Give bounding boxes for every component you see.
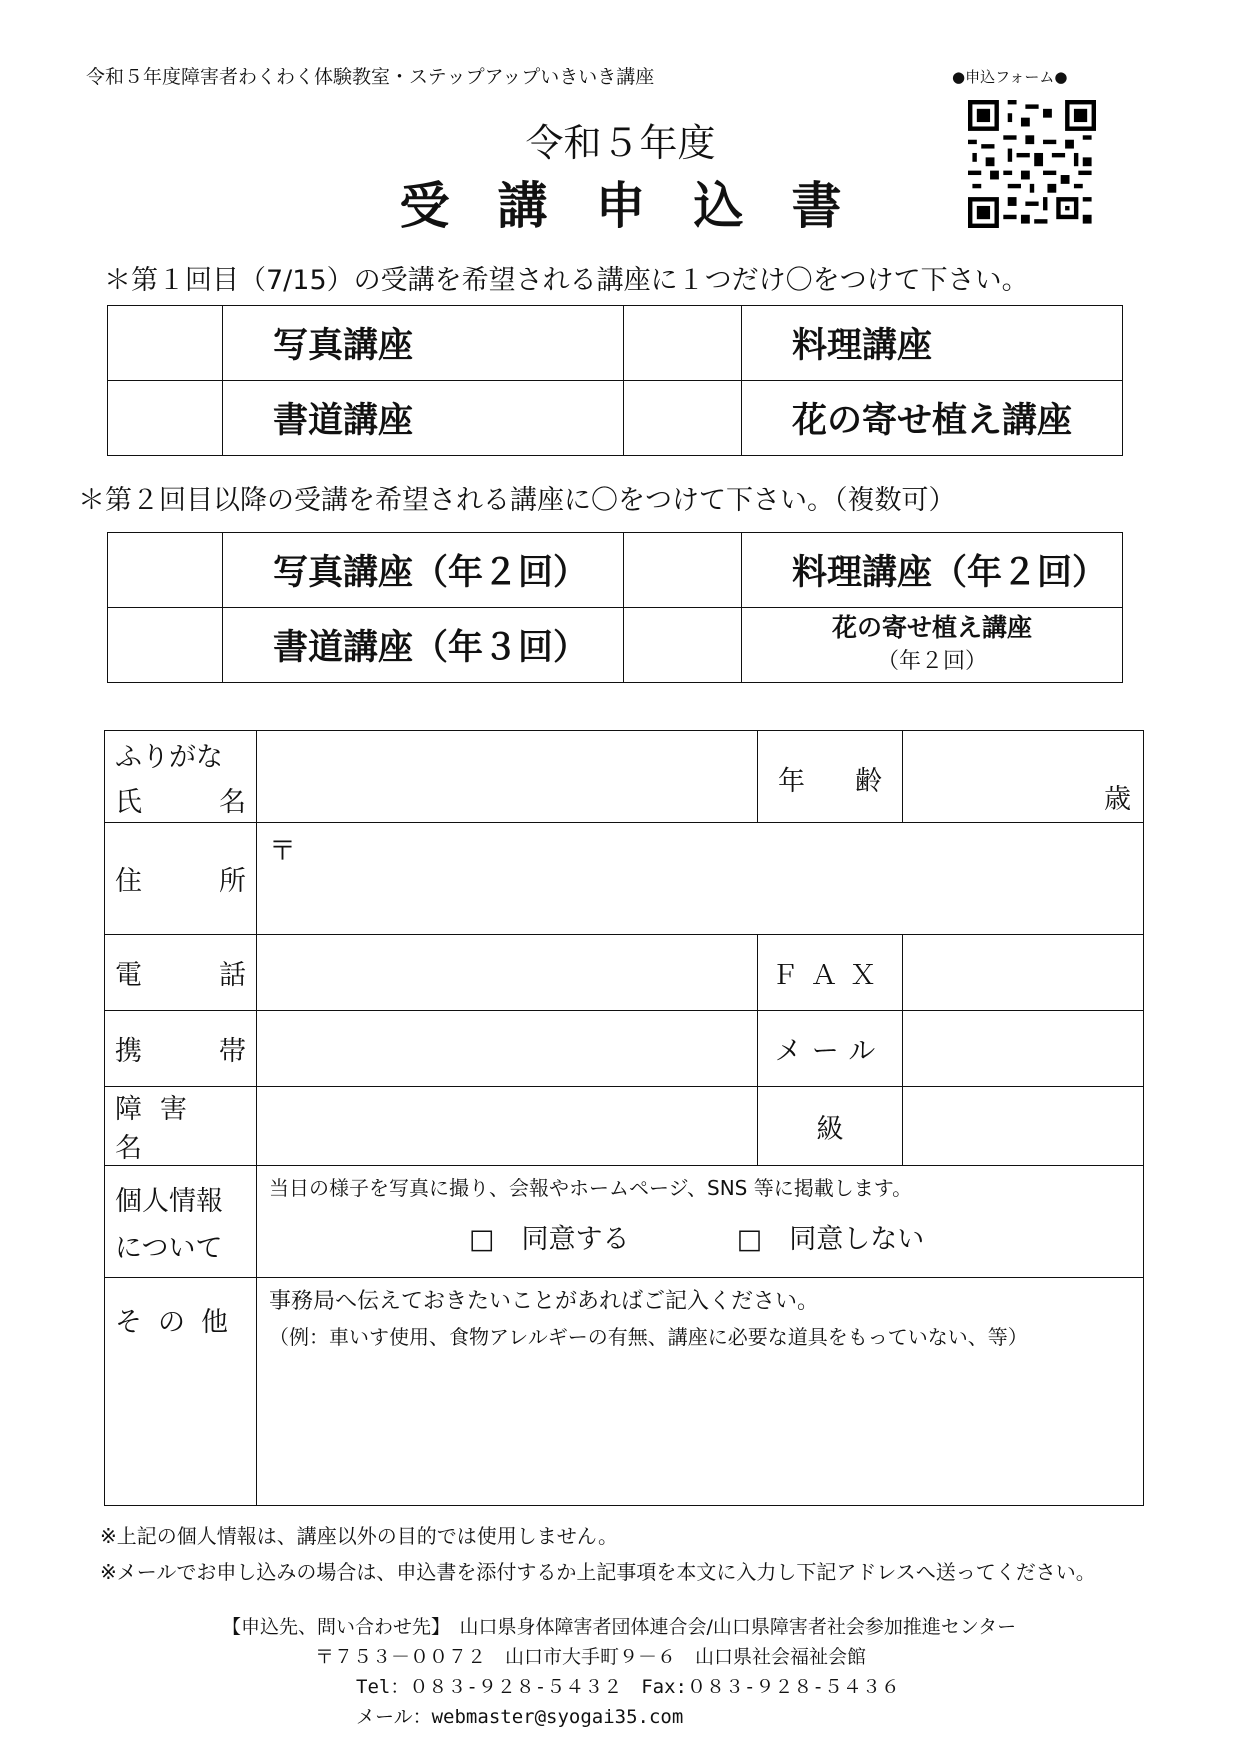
other-example: （例：車いす使用、食物アレルギーの有無、講座に必要な道具をもっていない、等） — [269, 1325, 1028, 1349]
age-label: 年 齢 — [758, 731, 903, 823]
contact-line: 【申込先、問い合わせ先】 山口県身体障害者団体連合会/山口県障害者社会参加推進センター — [222, 1616, 1017, 1638]
name-label-cell — [105, 731, 257, 823]
mail-field[interactable] — [903, 1011, 1144, 1087]
other-field[interactable] — [257, 1278, 1144, 1506]
name-label: 氏 名 — [115, 786, 246, 818]
course-check-cell[interactable] — [624, 381, 742, 456]
privacy-label-line2: について — [115, 1232, 223, 1264]
phone-label: 電 話 — [105, 935, 257, 1011]
phone-field[interactable] — [257, 935, 758, 1011]
privacy-cell — [257, 1166, 1144, 1278]
course-label: 花の寄せ植え講座 — [742, 381, 1123, 456]
fax-field[interactable] — [903, 935, 1144, 1011]
address-field[interactable] — [257, 823, 1144, 935]
disability-field[interactable] — [257, 1087, 758, 1166]
applicant-form — [104, 730, 1144, 1506]
age-unit: 歳 — [1104, 784, 1131, 815]
course-label: 書道講座 — [223, 381, 624, 456]
course-check-cell[interactable] — [108, 306, 223, 381]
course-check-cell[interactable] — [108, 608, 223, 683]
privacy-label-line1: 個人情報 — [115, 1185, 223, 1217]
mail-label: メール — [758, 1011, 903, 1087]
name-field[interactable] — [257, 731, 758, 823]
year-title: 令和５年度 — [525, 121, 716, 165]
email-link[interactable]: メール：webmaster@syogai35.com — [356, 1706, 684, 1728]
course-check-cell[interactable] — [624, 306, 742, 381]
course-check-cell[interactable] — [108, 533, 223, 608]
note-email: ※メールでお申し込みの場合は、申込書を添付するか上記事項を本文に入力し下記アドレスへ送ってください。 — [100, 1560, 1096, 1584]
form-tag: ●申込フォーム● — [952, 68, 1068, 86]
page-title: 受講申込書 — [399, 177, 890, 235]
grade-field[interactable] — [903, 1087, 1144, 1166]
section1-instruction: ＊第１回目（7/15）の受講を希望される講座に１つだけ〇をつけて下さい。 — [104, 265, 1029, 296]
course-label: 書道講座（年３回） — [223, 608, 624, 683]
course-check-cell[interactable] — [624, 533, 742, 608]
course-label: 写真講座 — [223, 306, 624, 381]
mobile-field[interactable] — [257, 1011, 758, 1087]
first-session-course-table — [107, 305, 1123, 456]
postal-mark: 〒 — [269, 836, 296, 867]
fax-label: ＦＡＸ — [758, 935, 903, 1011]
note-privacy: ※上記の個人情報は、講座以外の目的では使用しません。 — [100, 1524, 618, 1548]
course-label: 写真講座（年２回） — [223, 533, 624, 608]
program-title: 令和５年度障害者わくわく体験教室・ステップアップいきいき講座 — [86, 66, 655, 88]
other-text: 事務局へ伝えておきたいことがあればご記入ください。 — [269, 1289, 820, 1314]
later-session-course-table — [107, 532, 1123, 683]
course-check-cell[interactable] — [624, 608, 742, 683]
course-label: 料理講座（年２回） — [742, 533, 1123, 608]
agree-checkbox[interactable]: □ 同意する — [469, 1224, 630, 1255]
course-check-cell[interactable] — [108, 381, 223, 456]
age-field[interactable] — [903, 731, 1144, 823]
mobile-label: 携 帯 — [105, 1011, 257, 1087]
course-label-sub: （年２回） — [876, 649, 987, 674]
disability-label: 障害名 — [105, 1087, 257, 1166]
privacy-label — [105, 1166, 257, 1278]
course-label — [742, 608, 1123, 683]
furigana-label: ふりがな — [115, 741, 223, 773]
privacy-text: 当日の様子を写真に撮り、会報やホームページ、SNS 等に掲載します。 — [269, 1176, 913, 1200]
address-line: 〒７５３－００７２ 山口市大手町９－６ 山口県社会福祉会館 — [315, 1646, 867, 1668]
course-label-main: 花の寄せ植え講座 — [831, 613, 1032, 642]
grade-label: 級 — [758, 1087, 903, 1166]
phone-line: Tel：０８３-９２８-５４３２ Fax:０８３-９２８-５４３６ — [356, 1676, 900, 1698]
disagree-checkbox[interactable]: □ 同意しない — [736, 1224, 925, 1255]
course-label: 料理講座 — [742, 306, 1123, 381]
address-label: 住 所 — [105, 823, 257, 935]
other-label: その他 — [105, 1278, 257, 1506]
section2-instruction: ＊第２回目以降の受講を希望される講座に〇をつけて下さい。（複数可） — [78, 485, 956, 516]
